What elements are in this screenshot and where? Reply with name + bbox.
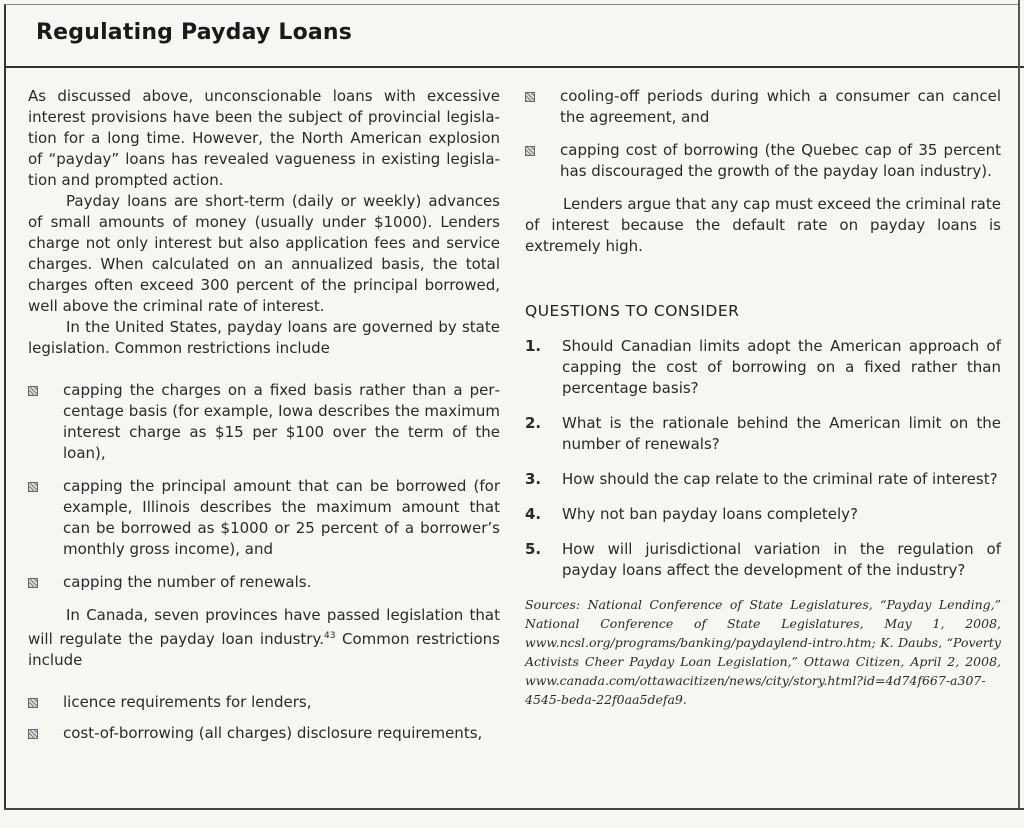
frame-bottom-edge bbox=[4, 808, 1024, 810]
paragraph-us-legislation: In the United States, payday loans are governed by state legislation. Common restrictions include bbox=[28, 318, 500, 357]
questions-heading: QUESTIONS TO CONSIDER bbox=[525, 302, 740, 320]
question-item: 2. What is the rationale behind the American limit on the number of renewals? bbox=[525, 414, 1001, 453]
page-title: Regulating Payday Loans bbox=[36, 20, 353, 45]
question-item: 5. How will jurisdictional variation in the regulation of payday loans affect the development of the industry? bbox=[525, 540, 1001, 579]
left-column bbox=[28, 86, 500, 744]
bullet-icon bbox=[525, 146, 535, 156]
bullet-icon bbox=[525, 92, 535, 102]
list-item: capping cost of borrowing (the Quebec cap of 35 percent has discouraged the growth of the payday loan industry). bbox=[525, 140, 1001, 182]
paragraph-canada-legislation: In Canada, seven provinces have passed legislation that will regulate the payday loan industry.$^{43}$ Common restrictions include bbox=[28, 606, 500, 669]
us-restrictions-list bbox=[28, 380, 500, 593]
bullet-icon bbox=[28, 578, 38, 588]
paragraph-payday-definition: Payday loans are short-term (daily or weekly) advances of small amounts of money (usually under $1000). Lenders charge not only interest but also application fees and service charges. When calculated on an annualized basis, the total charges often exceed 300 percent of the principal borrowed, well above the criminal rate of interest. bbox=[28, 192, 500, 315]
question-item: 4. Why not ban payday loans completely? bbox=[525, 505, 858, 523]
question-item: 1. Should Canadian limits adopt the American approach of capping the cost of borrowing on a fixed rather than percentage basis? bbox=[525, 337, 1001, 397]
footnote-ref: 43 bbox=[323, 631, 336, 641]
list-item: capping the charges on a fixed basis rather than a percentage basis (for example, Iowa describes the maximum interest charge as $15 per $100 over the term of the loan), bbox=[28, 380, 500, 464]
canada-restrictions-list-continued bbox=[525, 86, 1001, 182]
frame-right-edge bbox=[1018, 0, 1020, 810]
list-item: licence requirements for lenders, bbox=[28, 692, 500, 713]
canada-restrictions-list bbox=[28, 692, 500, 744]
sources-citation: Sources: National Conference of State Legislatures, “Payday Lending,” National Conference of State Legislatures, May 1, 2008, www.ncsl.org/programs/banking/paydaylend-intro.htm; K. Daubs, “Poverty Activists Cheer Payday Loan Legislation,” Ottawa Citizen, April 2, 2008, www.canada.com/ottawacitizen/news/city/story.html?id=4d74f667-a307-4545-beda-22f0aa5defa9. bbox=[525, 597, 1001, 707]
list-item: capping the principal amount that can be borrowed (for example, Illinois describes the maximum amount that can be borrowed as $1000 or 25 percent of a borrower’s monthly gross income), and bbox=[28, 476, 500, 560]
bullet-icon bbox=[28, 729, 38, 739]
title-bar bbox=[4, 0, 1024, 68]
paragraph-lenders-argue: Lenders argue that any cap must exceed the criminal rate of interest because the default rate on payday loans is extremely high. bbox=[525, 195, 1001, 255]
question-item: 3. How should the cap relate to the criminal rate of interest? bbox=[525, 470, 998, 488]
bullet-icon bbox=[28, 698, 38, 708]
list-item: cost-of-borrowing (all charges) disclosure requirements, bbox=[28, 723, 500, 744]
bullet-icon bbox=[28, 386, 38, 396]
questions-list bbox=[525, 336, 1001, 581]
list-item: cooling-off periods during which a consumer can cancel the agreement, and bbox=[525, 86, 1001, 128]
list-item: capping the number of renewals. bbox=[28, 572, 500, 593]
right-column bbox=[525, 86, 1001, 709]
bullet-icon bbox=[28, 482, 38, 492]
paragraph-intro: As discussed above, unconscionable loans with excessive interest provisions have been the subject of provincial legislation for a long time. However, the North American explosion of “payday” loans has revealed vagueness in existing legislation and prompted action. bbox=[28, 87, 500, 189]
